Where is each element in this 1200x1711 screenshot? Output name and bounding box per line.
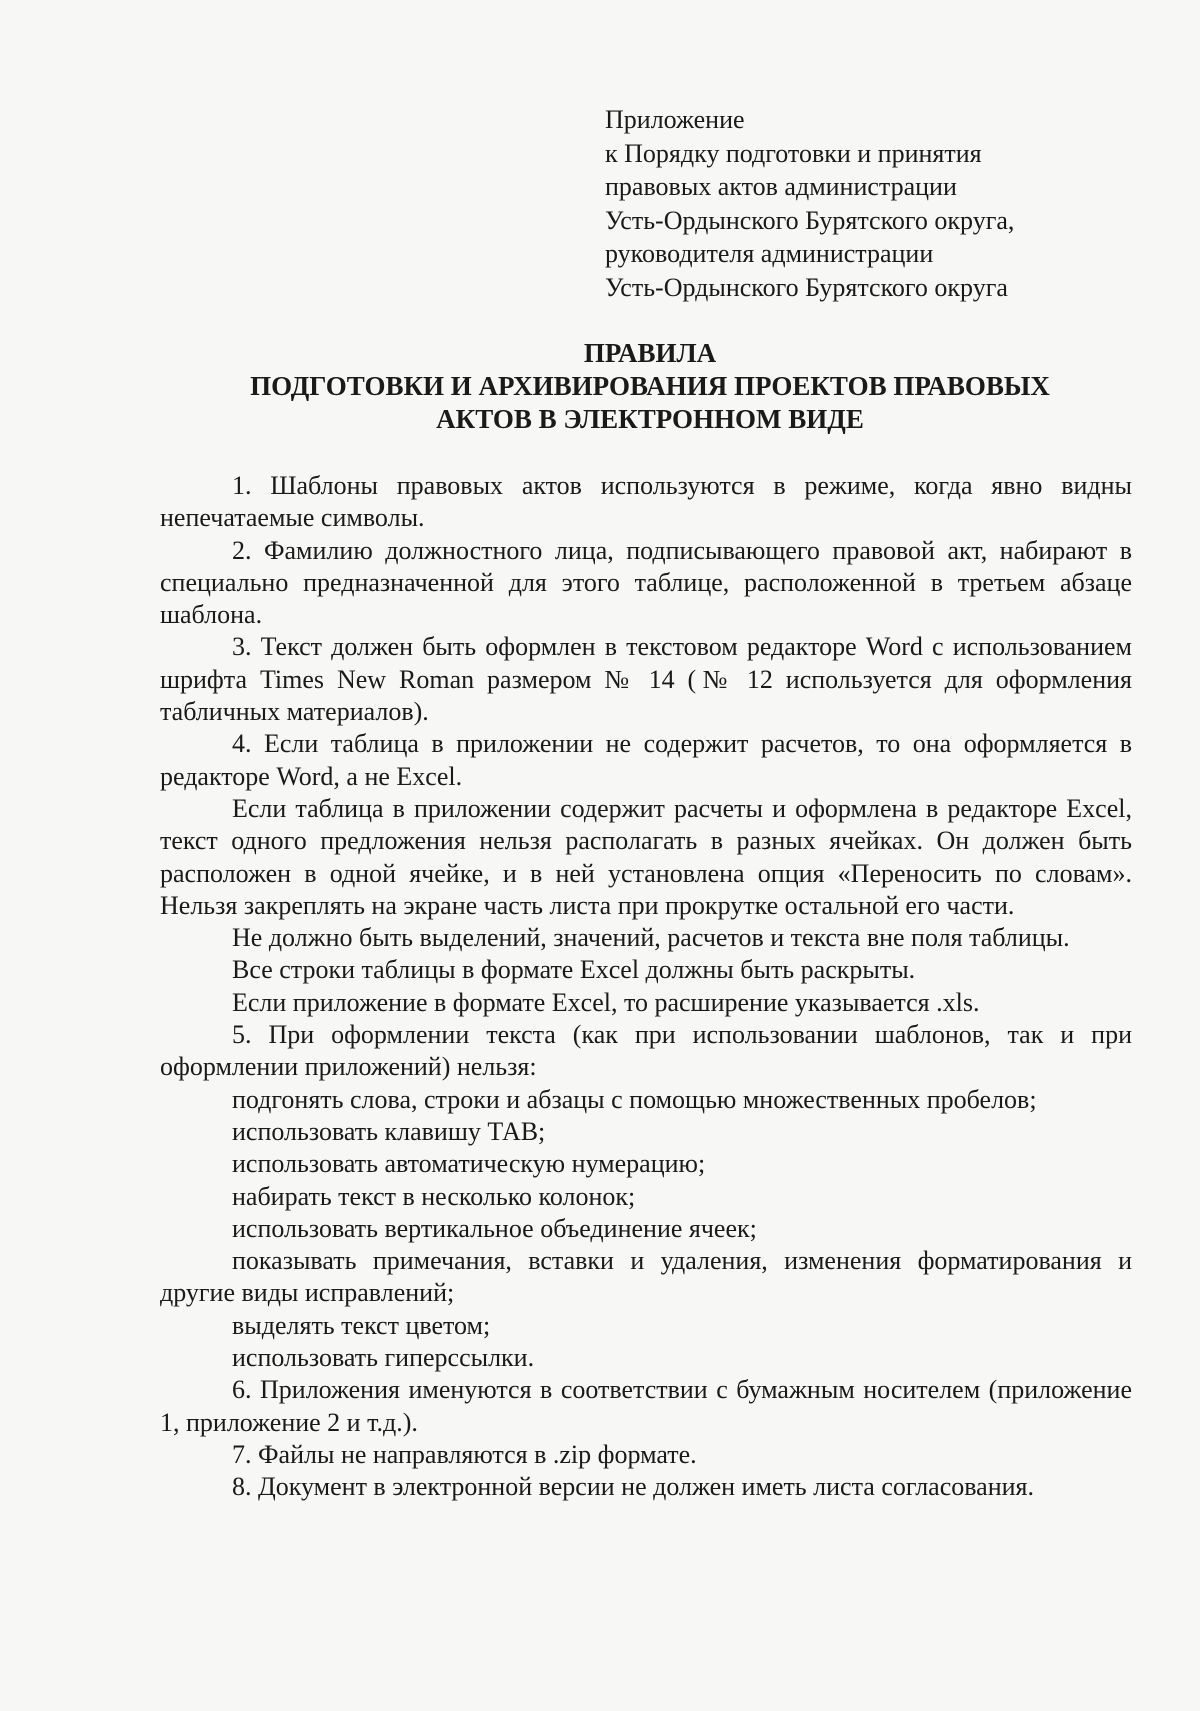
appendix-line: правовых актов администрации bbox=[605, 172, 957, 201]
rule-paragraph: 8. Документ в электронной версии не должен иметь листа согласования. bbox=[232, 1472, 1035, 1502]
rule-paragraph: Не должно быть выделений, значений, расчетов и текста вне поля таблицы. bbox=[232, 923, 1070, 953]
rule-paragraph: 5. При оформлении текста (как при использовании шаблонов, так и при оформлении приложений) нельзя: bbox=[160, 1020, 1132, 1082]
document-title bbox=[160, 337, 1140, 436]
prohibition-item: использовать вертикальное объединение ячеек; bbox=[232, 1213, 757, 1243]
prohibition-item: показывать примечания, вставки и удаления, изменения форматирования и другие виды исправлений; bbox=[160, 1246, 1132, 1308]
rule-paragraph: Если таблица в приложении содержит расчеты и оформлена в редакторе Excel, текст одного предложения нельзя располагать в разных ячейках. Он должен быть расположен в одной ячейке, и в ней установлена опция «Переносить по словам». Нельзя закреплять на экране часть листа при прокрутке остальной его части. bbox=[160, 793, 1132, 920]
prohibition-item: использовать клавишу ТАВ; bbox=[232, 1116, 546, 1146]
prohibition-item: использовать гиперссылки. bbox=[232, 1343, 535, 1373]
appendix-reference bbox=[605, 103, 1014, 304]
rule-paragraph: 4. Если таблица в приложении не содержит расчетов, то она оформляется в редакторе Word, а не Excel. bbox=[160, 729, 1132, 791]
appendix-line: Усть-Ордынского Бурятского округа bbox=[605, 272, 1008, 302]
title-line: АКТОВ В ЭЛЕКТРОННОМ ВИДЕ bbox=[436, 404, 864, 434]
rule-paragraph: 1. Шаблоны правовых актов используются в режиме, когда явно видны непечатаемые символы. bbox=[160, 471, 1132, 533]
prohibition-item: подгонять слова, строки и абзацы с помощью множественных пробелов; bbox=[232, 1084, 1037, 1114]
appendix-line: Усть-Ордынского Бурятского округа, bbox=[605, 205, 1015, 235]
prohibition-item: использовать автоматическую нумерацию; bbox=[232, 1149, 706, 1179]
prohibition-item: набирать текст в несколько колонок; bbox=[232, 1181, 636, 1211]
rule-paragraph: 6. Приложения именуются в соответствии с бумажным носителем (приложение 1, приложение 2 и т.д.). bbox=[160, 1375, 1132, 1437]
prohibition-item: выделять текст цветом; bbox=[232, 1310, 491, 1340]
rule-paragraph: 2. Фамилию должностного лица, подписывающего правовой акт, набирают в специально предназначенной для этого таблице, расположенной в третьем абзаце шаблона. bbox=[160, 535, 1132, 630]
rule-paragraph: Если приложение в формате Excel, то расширение указывается .xls. bbox=[232, 987, 980, 1017]
rules-body bbox=[160, 470, 1132, 1504]
rule-paragraph: 7. Файлы не направляются в .zip формате. bbox=[232, 1439, 697, 1469]
title-line: ПОДГОТОВКИ И АРХИВИРОВАНИЯ ПРОЕКТОВ ПРАВОВЫХ bbox=[250, 371, 1050, 401]
appendix-line: руководителя администрации bbox=[605, 239, 934, 268]
title-line: ПРАВИЛА bbox=[583, 338, 717, 368]
rule-paragraph: Все строки таблицы в формате Excel должны быть раскрыты. bbox=[232, 955, 916, 985]
appendix-line: к Порядку подготовки и принятия bbox=[605, 138, 982, 168]
appendix-line: Приложение bbox=[605, 105, 745, 134]
rule-paragraph: 3. Текст должен быть оформлен в текстовом редакторе Word с использованием шрифта Times New Roman размером № 14 (№ 12 используется для оформления табличных материалов). bbox=[160, 632, 1132, 727]
